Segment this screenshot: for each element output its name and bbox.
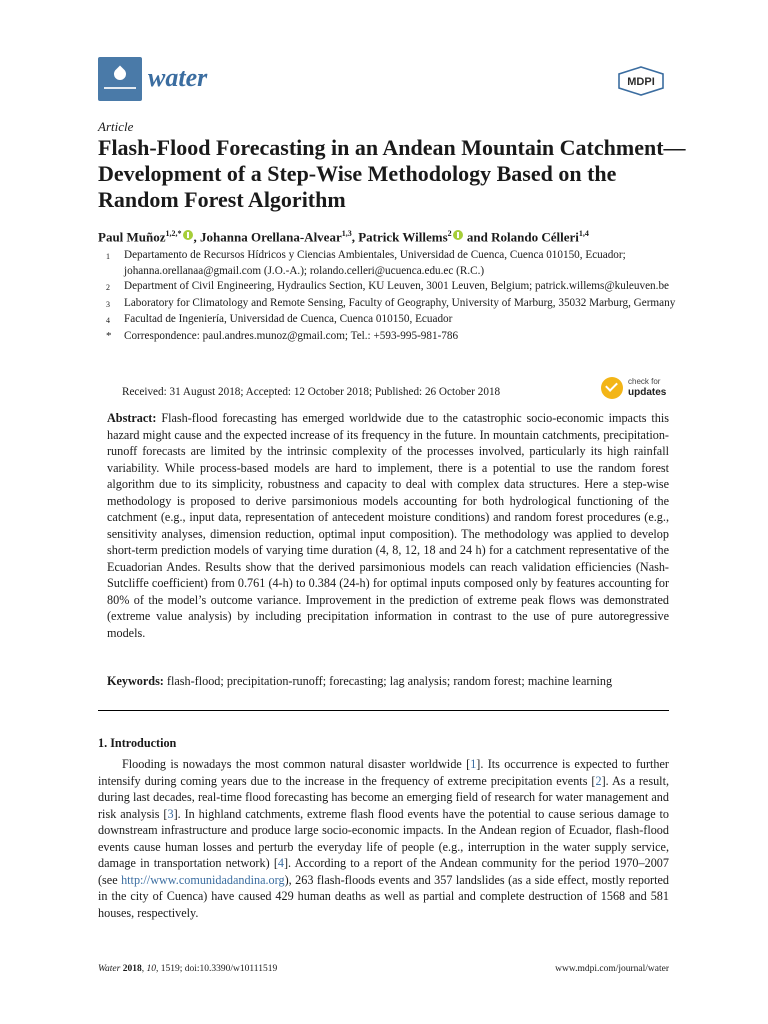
correspondence (98, 329, 678, 345)
footer-volume: 10 (146, 964, 156, 974)
footer-url[interactable]: www.mdpi.com/journal/water (555, 964, 669, 974)
divider (98, 710, 669, 711)
affiliation-item (98, 296, 678, 313)
footer-year: 2018 (122, 964, 142, 974)
intro-text: ), 263 flash-floods events and 357 landslides (as a side effect, mostly reported in the city of Cuenca) have caused 429 human deaths as well as partial and complete destruction of 1568 and 581 houses, respectively. (98, 872, 669, 920)
author-affil-sup: 1,4 (578, 229, 589, 238)
citation-link[interactable]: 4 (277, 856, 284, 870)
footer-journal: Water (98, 964, 121, 974)
abstract (107, 410, 669, 641)
check-updates-line1: check for (628, 377, 661, 386)
affiliation-text: Facultad de Ingeniería, Universidad de Cuenca, Cuenca 010150, Ecuador (124, 313, 453, 325)
affiliation-text: Departamento de Recursos Hídricos y Ciencias Ambientales, Universidad de Cuenca, Cuenca 010150, Ecuador; johanna.orellanaa@gmail.com (J.O.-A.); rolando.celleri@ucuenca.edu.ec (R.C.) (124, 249, 626, 277)
mdpi-logo-icon[interactable] (616, 66, 666, 96)
citation-link[interactable]: 3 (167, 806, 174, 821)
svg-text:MDPI: MDPI (627, 76, 655, 88)
affiliation-text: Department of Civil Engineering, Hydraulics Section, KU Leuven, 3001 Leuven, Belgium; patrick.willems@kuleuven.be (124, 280, 669, 292)
intro-text: ]. According to a report of the Andean community for the period 1970–2007 (see (98, 856, 669, 887)
affiliation-number: * (106, 329, 112, 342)
correspondence-text: Correspondence: paul.andres.munoz@gmail.com; Tel.: +593-995-981-786 (124, 329, 459, 342)
keywords (107, 674, 669, 689)
journal-name: water (148, 63, 208, 92)
intro-text: Flooding is nowadays the most common natural disaster worldwide [ (122, 757, 471, 771)
citation-link[interactable]: 1 (470, 757, 477, 771)
author-name: Paul Muñoz (98, 229, 166, 245)
publication-dates: Received: 31 August 2018; Accepted: 12 October 2018; Published: 26 October 2018 (122, 386, 501, 398)
author-list (98, 229, 698, 245)
paper-title: Flash-Flood Forecasting in an Andean Mountain Catchment—Development of a Step-Wise Methodology Based on the Random Forest Algorithm (98, 135, 686, 212)
keywords-text: flash-flood; precipitation-runoff; forecasting; lag analysis; random forest; machine learning (166, 674, 613, 688)
orcid-icon[interactable] (183, 230, 193, 240)
affiliation-number: 3 (106, 299, 110, 309)
section-heading: 1. Introduction (98, 736, 177, 750)
journal-logo-icon (98, 57, 142, 101)
article-type: Article (98, 119, 134, 134)
author-affil-sup: 1,3 (341, 229, 352, 238)
affiliation-number: 1 (106, 252, 110, 261)
author-name: Patrick Willems (358, 229, 448, 245)
author-name: Johanna Orellana-Alvear (200, 229, 342, 245)
citation-link[interactable]: 2 (595, 773, 602, 788)
footer-doi: , 1519; doi:10.3390/w10111519 (155, 964, 278, 974)
abstract-label: Abstract: (107, 411, 157, 425)
author-separator: , (351, 229, 359, 245)
affiliation-number: 2 (106, 283, 110, 292)
check-icon (601, 377, 623, 399)
affiliation-item (98, 248, 678, 279)
check-for-updates-button[interactable] (601, 375, 671, 403)
intro-paragraph (98, 756, 669, 921)
author-separator: , (193, 229, 201, 245)
keywords-label: Keywords: (107, 674, 164, 688)
affiliation-text: Laboratory for Climatology and Remote Sensing, Faculty of Geography, University of Marburg, 35032 Marburg, Germany (124, 296, 676, 309)
orcid-icon[interactable] (453, 230, 463, 240)
author-name: Rolando Célleri (491, 229, 579, 245)
intro-text: ]. As a result, during last decades, real-time flood forecasting has become an emerging field of research for water management and risk analysis [ (98, 773, 670, 821)
intro-text: ]. In highland catchments, extreme flash flood events have the potential to cause serious damage to downstream infrastructure and produce large socio-economic impacts. In the Andean region of Ecuador, flash-flood events cause human losses and perturb the everyday life of people (e.g., interruption in the water supply service, damage in transportation network) [ (98, 806, 670, 870)
external-url-link[interactable]: http://www.comunidadandina.org (121, 872, 285, 887)
check-updates-line2: updates (628, 387, 667, 398)
affiliation-item (98, 279, 678, 296)
abstract-text: Flash-flood forecasting has emerged worldwide due to the catastrophic socio-economic impacts this hazard might cause and the expected increase of its frequency in the future. In mountain catchments, precipitation-runoff forecasts are limited by the intrinsic complexity of the processes involved, particularly its high rainfall variability. While process-based models are hard to implement, there is a potential to use the random forest algorithm due to its simplicity, robustness and capacity to deal with complex data structures. Here a step-wise methodology is proposed to derive parsimonious models accounting for both hydrological functioning of the catchment (e.g., input data, representation of antecedent moisture conditions) and random forest procedures (e.g., sensitivity analyses, dimension reduction, optimal input composition). The methodology was applied to develop short-term prediction models of varying time duration (4, 8, 12, 18 and 24 h) for a catchment representative of the Ecuadorian Andes. Results show that the derived parsimonious models can reach validation efficiencies (Nash-Sutcliffe coefficient) from 0.761 (4-h) to 0.384 (24-h) for optimal inputs composed only by features accounting for 80% of the model’s outcome variance. Improvement in the prediction of extreme peak flows was demonstrated (extreme value analysis) by including precipitation information in contrast to the use of pure autoregressive models. (107, 411, 669, 640)
affiliation-number: 4 (106, 316, 110, 325)
author-affil-sup: 1,2,* (165, 229, 182, 238)
author-affil-sup: 2 (447, 229, 452, 238)
author-separator: and (463, 229, 492, 245)
affiliation-item (98, 312, 678, 329)
affiliations (98, 248, 678, 344)
intro-text: ]. Its occurrence is expected to further intensify during coming years due to the increase in the frequency of extreme precipitation events [ (98, 757, 669, 788)
footer-citation: Water 2018, 10, 1519; doi:10.3390/w10111519 (98, 964, 278, 974)
